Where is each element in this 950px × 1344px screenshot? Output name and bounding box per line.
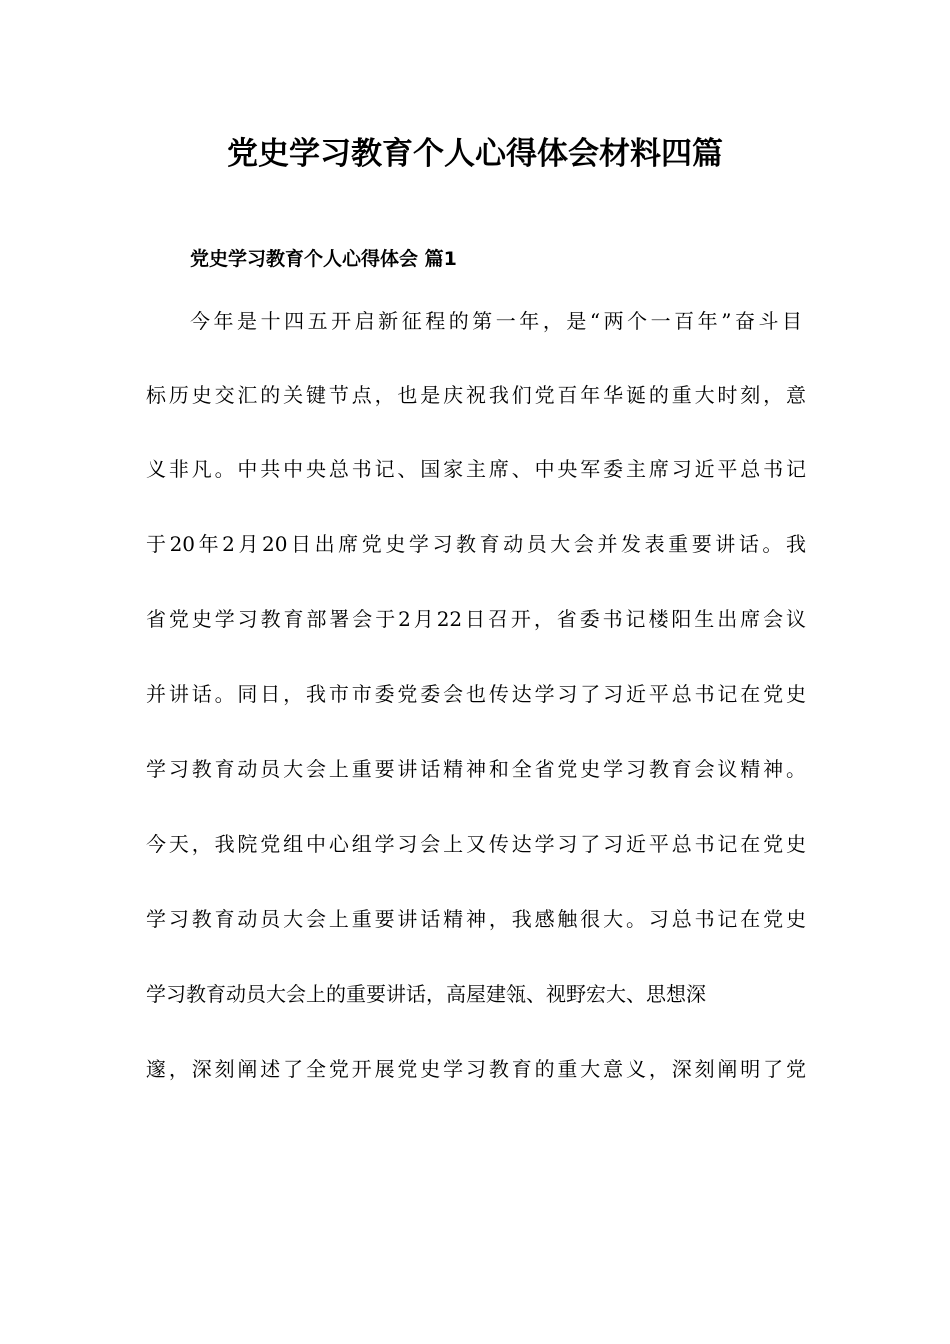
paragraph-line: 学习教育动员大会上重要讲话精神和全省党史学习教育会议精神。: [146, 757, 806, 781]
paragraph-line: 义非凡。中共中央总书记、国家主席、中央军委主席习近平总书记: [146, 457, 806, 481]
paragraph-line: 学习教育动员大会上的重要讲话，高屋建瓴、视野宏大、思想深: [146, 982, 706, 1006]
paragraph-line: 于20年2月20日出席党史学习教育动员大会并发表重要讲话。我: [146, 532, 806, 556]
paragraph-line: 并讲话。同日，我市市委党委会也传达学习了习近平总书记在党史: [146, 682, 806, 706]
paragraph-line: 今年是十四五开启新征程的第一年，是“两个一百年”奋斗目: [190, 309, 802, 333]
paragraph-line: 标历史交汇的关键节点，也是庆祝我们党百年华诞的重大时刻，意: [146, 383, 806, 407]
document-title: 党史学习教育个人心得体会材料四篇: [227, 136, 723, 172]
paragraph-line: 今天，我院党组中心组学习会上又传达学习了习近平总书记在党史: [146, 832, 806, 856]
paragraph-line: 学习教育动员大会上重要讲话精神，我感触很大。习总书记在党史: [146, 907, 806, 931]
paragraph-line: 省党史学习教育部署会于2月22日召开，省委书记楼阳生出席会议: [146, 607, 806, 631]
section-heading: 党史学习教育个人心得体会 篇1: [190, 248, 457, 270]
paragraph-line: 邃，深刻阐述了全党开展党史学习教育的重大意义，深刻阐明了党: [146, 1057, 806, 1081]
